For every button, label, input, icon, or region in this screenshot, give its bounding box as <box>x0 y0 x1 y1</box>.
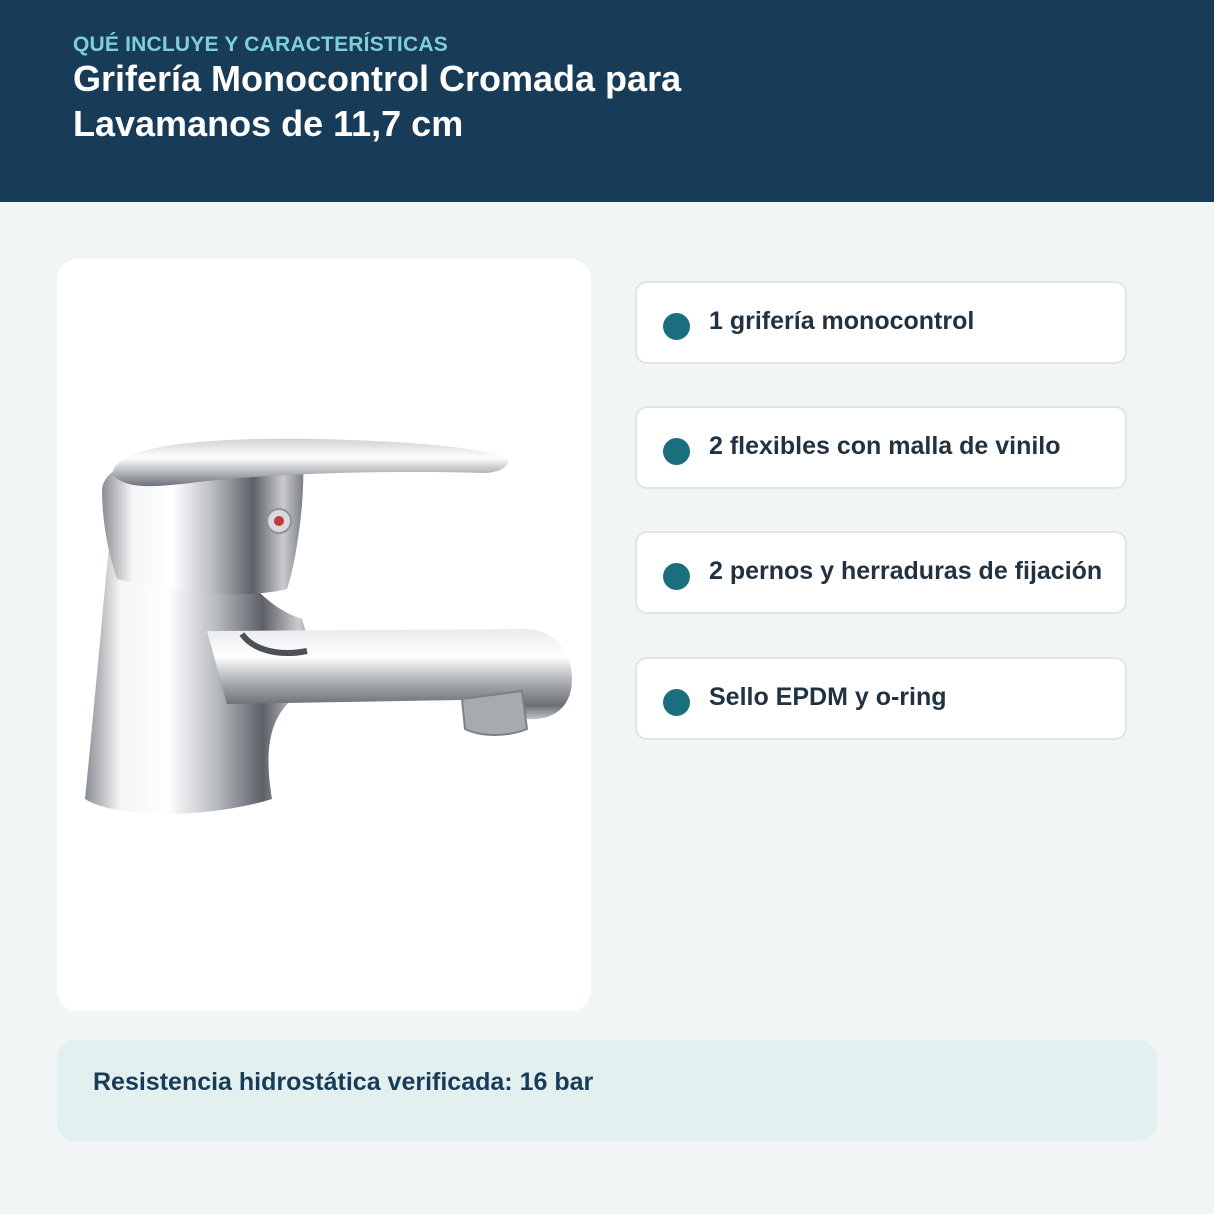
list-item <box>635 531 1127 614</box>
header-banner <box>0 0 1214 202</box>
list-item-label: 2 pernos y herraduras de fijación <box>709 557 1103 585</box>
section-eyebrow: QUÉ INCLUYE Y CARACTERÍSTICAS <box>73 33 448 56</box>
list-item <box>635 657 1127 740</box>
spec-note-text: Resistencia hidrostática verificada: 16 bar <box>93 1068 594 1096</box>
faucet-icon <box>57 259 591 1011</box>
list-item <box>635 406 1127 489</box>
bullet-icon <box>663 689 690 716</box>
list-item-label: 1 grifería monocontrol <box>709 307 975 335</box>
spec-note-banner <box>57 1040 1157 1141</box>
bullet-icon <box>663 313 690 340</box>
list-item-label: Sello EPDM y o-ring <box>709 683 947 711</box>
product-image-card <box>57 259 591 1011</box>
list-item-label: 2 flexibles con malla de vinilo <box>709 432 1061 460</box>
list-item <box>635 281 1127 364</box>
bullet-icon <box>663 438 690 465</box>
page-title: Grifería Monocontrol Cromada para Lavamanos de 11,7 cm <box>73 58 682 144</box>
bullet-icon <box>663 563 690 590</box>
